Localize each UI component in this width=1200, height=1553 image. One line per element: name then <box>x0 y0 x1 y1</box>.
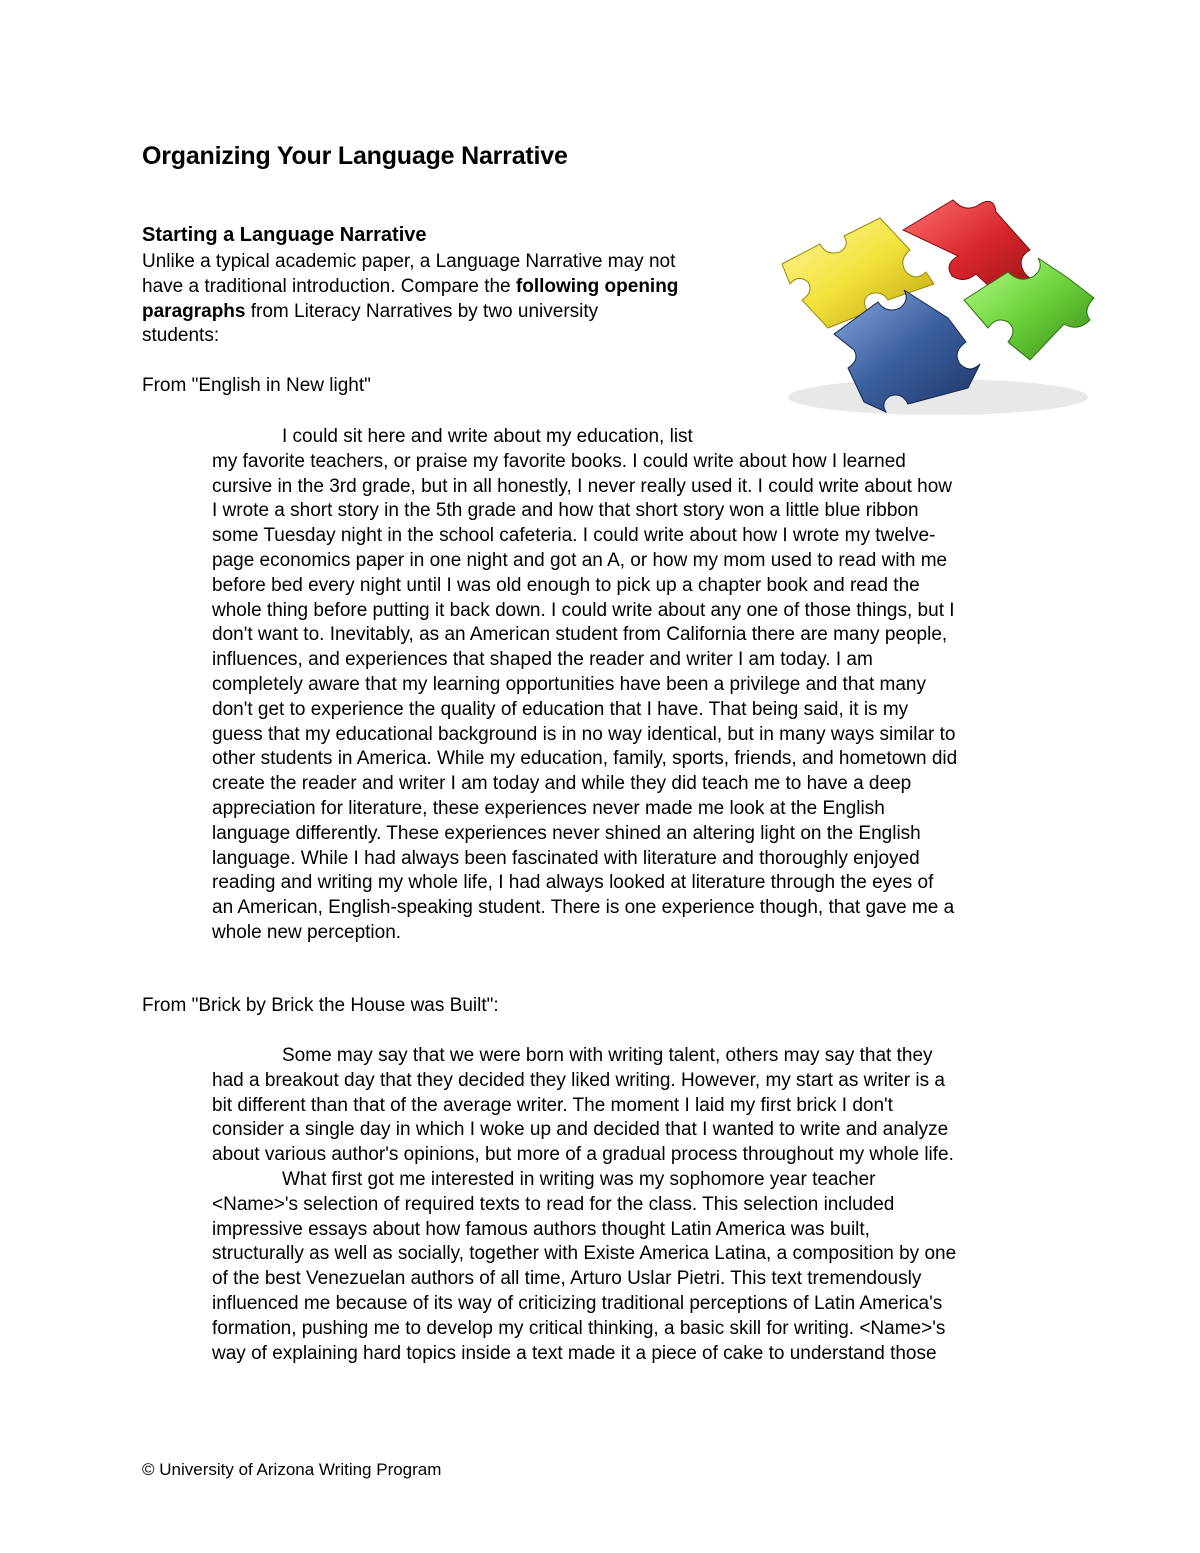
quote-line: reading and writing my whole life, I had always looked at literature through the eyes of <box>212 872 934 894</box>
quote-line: don't get to experience the quality of education that I have. That being said, it is my <box>212 698 909 720</box>
intro-line <box>142 300 762 325</box>
quote-line: language differently. These experiences never shined an altering light on the English <box>212 822 921 844</box>
quote-line: <Name>'s selection of required texts to read for the class. This selection included <box>212 1193 895 1215</box>
quote-line: way of explaining hard topics inside a text made it a piece of cake to understand those <box>212 1342 937 1364</box>
quote-line: create the reader and writer I am today and while they did teach me to have a deep <box>212 773 912 795</box>
excerpt-2-quote <box>212 1044 1072 1366</box>
quote-line: appreciation for literature, these experiences never made me look at the English <box>212 797 885 819</box>
quote-line: cursive in the 3rd grade, but in all honestly, I never really used it. I could write about how <box>212 475 952 497</box>
quote-line: structurally as well as socially, together with Existe America Latina, a composition by one <box>212 1243 957 1265</box>
copyright-footer: © University of Arizona Writing Program <box>142 1460 442 1479</box>
excerpt-1-quote <box>212 425 1072 946</box>
intro-paragraph <box>142 250 762 349</box>
quote-line: influenced me because of its way of criticizing traditional perceptions of Latin America's <box>212 1292 943 1314</box>
page-title: Organizing Your Language Narrative <box>142 142 568 170</box>
intro-line: students: <box>142 325 220 347</box>
quote-line: Some may say that we were born with writing talent, others may say that they <box>282 1045 933 1066</box>
intro-line <box>142 275 762 300</box>
quote-line: guess that my educational background is in no way identical, but in many ways similar to <box>212 723 956 745</box>
quote-line: formation, pushing me to develop my critical thinking, a basic skill for writing. <Name>'s <box>212 1317 946 1339</box>
quote-line: What first got me interested in writing was my sophomore year teacher <box>282 1168 876 1190</box>
quote-line: an American, English-speaking student. There is one experience though, that gave me a <box>212 897 955 919</box>
quote-line: some Tuesday night in the school cafeteria. I could write about how I wrote my twelve- <box>212 525 936 547</box>
quote-line: whole thing before putting it back down. I could write about any one of those things, but I <box>212 599 955 621</box>
intro-text: have a traditional introduction. Compare the <box>142 275 516 297</box>
quote-line: about various author's opinions, but more of a gradual process throughout my whole life. <box>212 1144 954 1166</box>
quote-line: I wrote a short story in the 5th grade and how that short story won a little blue ribbon <box>212 500 919 522</box>
intro-text: from Literacy Narratives by two university <box>245 300 599 322</box>
quote-line: of the best Venezuelan authors of all time, Arturo Uslar Pietri. This text tremendously <box>212 1268 922 1290</box>
quote-line: before bed every night until I was old enough to pick up a chapter book and read the <box>212 574 920 596</box>
intro-line: Unlike a typical academic paper, a Language Narrative may not <box>142 251 676 272</box>
excerpt-1-source: From "English in New light" <box>142 375 371 396</box>
intro-bold-text: following opening <box>515 275 679 297</box>
excerpt-2-source: From "Brick by Brick the House was Built": <box>142 995 499 1016</box>
quote-line: influences, and experiences that shaped the reader and writer I am today. I am <box>212 649 873 671</box>
puzzle-pieces-icon <box>768 192 1098 420</box>
quote-line: bit different than that of the average writer. The moment I laid my first brick I don't <box>212 1094 893 1116</box>
quote-line: I could sit here and write about my education, list <box>282 426 693 447</box>
quote-line: consider a single day in which I woke up and decided that I wanted to write and analyze <box>212 1119 949 1141</box>
quote-line: language. While I had always been fascinated with literature and thoroughly enjoyed <box>212 847 920 869</box>
section-heading: Starting a Language Narrative <box>142 224 427 246</box>
intro-bold-text: paragraphs <box>142 300 246 322</box>
quote-line: had a breakout day that they decided they liked writing. However, my start as writer is a <box>212 1069 945 1091</box>
quote-line: whole new perception. <box>212 921 402 943</box>
quote-line: completely aware that my learning opportunities have been a privilege and that many <box>212 673 926 695</box>
quote-line: impressive essays about how famous authors thought Latin America was built, <box>212 1218 870 1240</box>
quote-line: don't want to. Inevitably, as an American student from California there are many people, <box>212 624 948 646</box>
quote-line: my favorite teachers, or praise my favorite books. I could write about how I learned <box>212 450 906 472</box>
quote-line: page economics paper in one night and got an A, or how my mom used to read with me <box>212 549 948 571</box>
quote-line: other students in America. While my education, family, sports, friends, and hometown did <box>212 748 958 770</box>
